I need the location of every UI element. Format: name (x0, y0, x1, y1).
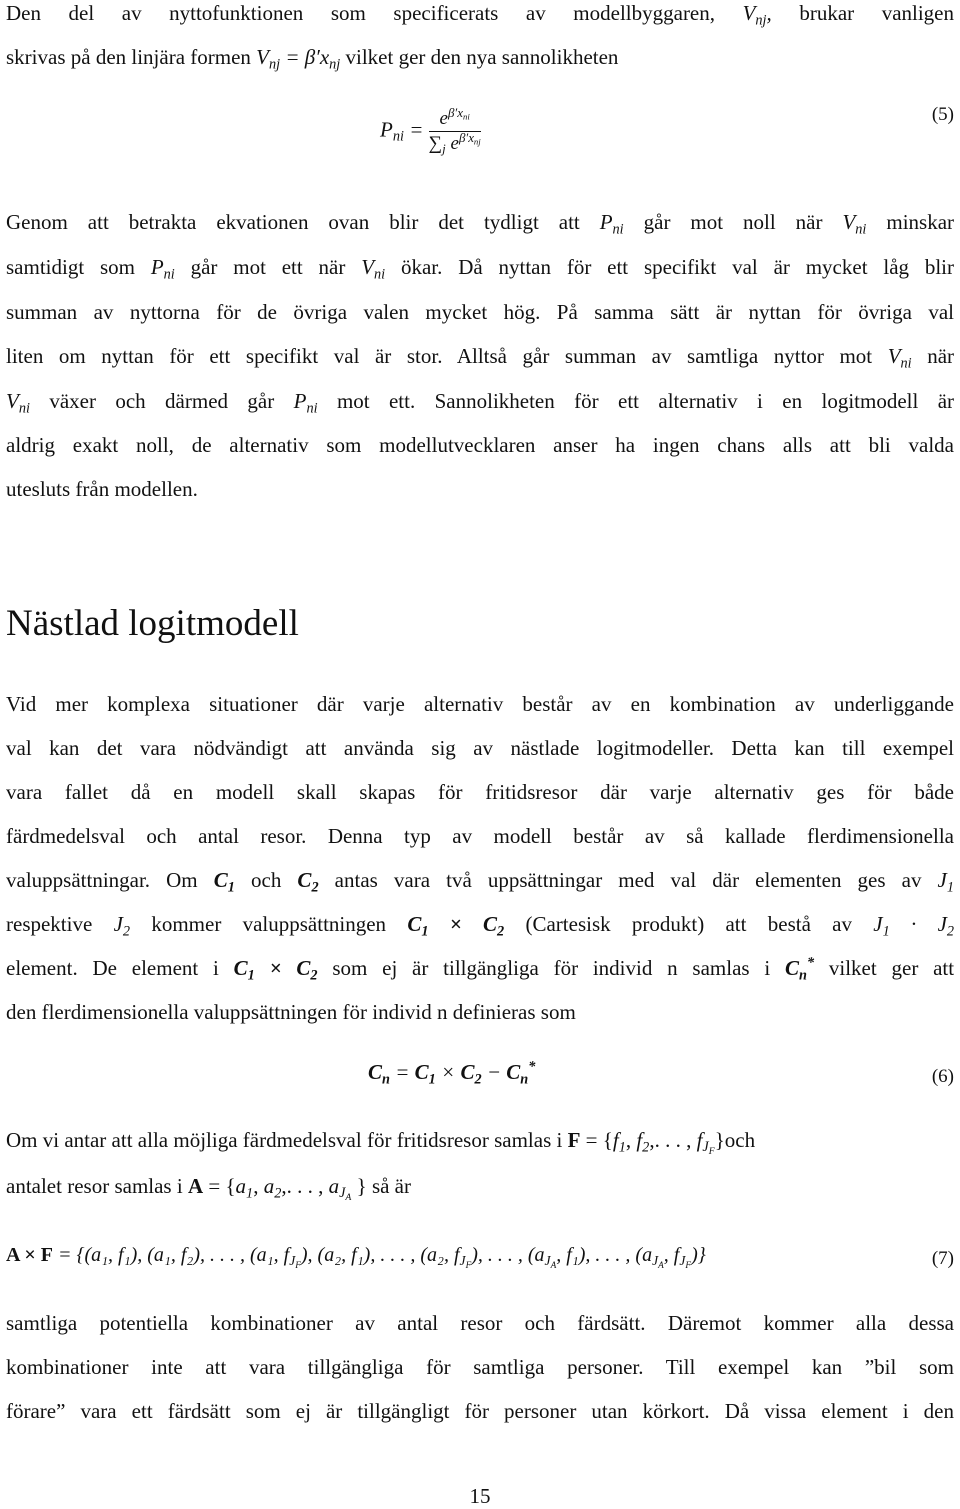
para5-line2: kombinationer inte att vara tillgängliga för samtliga personer. Till exempel kan ”bil som (6, 1355, 954, 1379)
para5-line1: samtliga potentiella kombinationer av antal resor och färdsätt. Däremot kommer alla dessa (6, 1311, 954, 1335)
para3-line2: val kan det vara nödvändigt att använda sig av nästlade logitmodeller. Detta kan till exempel (6, 736, 954, 760)
equation-7: A × F = {(a₁, f₁), (a₁, f₂), . . . , (a₁, $f_{J_F}$), (a₂, f₁), . . . , (a₂, $f_{J_F}$), . . . , ($a_{J_A}$, f₁), . . . , ($a_{J_A}$, $f_{J_F}$)} (6, 1244, 706, 1270)
para3-line6: respektive $J_2$ kommer valuppsättningen $C_1 \times C_2$ (Cartesisk produkt) att bestå av $J_1 \cdot J_2$ (6, 912, 955, 940)
para5-line3: förare” vara ett färdsätt som ej är tillgängligt för personer utan körkort. Då vissa element i den (6, 1399, 954, 1423)
para2-line4: liten om nyttan för ett specifikt val är stor. Alltså går summan av samtliga nyttor mot $V_{ni}$ när (6, 344, 955, 372)
para4-line2: antalet resor samlas i $A = \{a_1$, $a_2$,. . . , $a_{J_A}$ } så är (6, 1174, 411, 1204)
para2-line3: summan av nyttorna för de övriga valen mycket hög. På samma sätt är nyttan för övriga val (6, 300, 954, 324)
text: Den del av nyttofunktionen som specificerats av modellbyggaren, (6, 1, 716, 25)
para2-line1: Genom att betrakta ekvationen ovan blir det tydligt att $P_{ni}$ går mot noll när $V_{ni}$ minskar (6, 210, 955, 238)
para3-line7: element. De element i $C_1 \times C_2$ som ej är tillgängliga för individ n samlas i $C_n^*$ vilket ger att (6, 955, 955, 984)
math-linear-form: $V_{nj} = \beta'x_{nj}$ (256, 45, 341, 73)
equation-number-6: (6) (931, 1066, 954, 1087)
fraction: $\frac{e^{\beta'x_{ni}}}{\sum_j e^{\beta'x_{nj}}}$ (428, 104, 481, 156)
math-v-nj: $V_{nj}$, (742, 1, 772, 29)
para3-line4: färdmedelsval och antal resor. Denna typ av modell består av så kallade flerdimensionella (6, 824, 954, 848)
para1-line1 (6, 0, 954, 35)
equation-number-5: (5) (931, 104, 954, 125)
para3-line1: Vid mer komplexa situationer där varje alternativ består av en kombination av underliggande (6, 692, 954, 716)
text: brukar vanligen (799, 1, 955, 25)
section-heading: Nästlad logitmodell (6, 603, 299, 644)
para2-line5: $V_{ni}$ växer och därmed går $P_{ni}$ mot ett. Sannolikheten för ett alternativ i en logitmodell är (6, 389, 955, 417)
page-number: 15 (469, 1484, 491, 1508)
para1-line2 (6, 35, 954, 79)
para3-line8: den flerdimensionella valuppsättningen för individ n definieras som (6, 1000, 576, 1024)
para2-line6: aldrig exakt noll, de alternativ som modellutvecklaren anser ha ingen chans alls att bli valda (6, 433, 954, 457)
text: vilket ger den nya sannolikheten (345, 45, 619, 69)
equation-number-7: (7) (931, 1248, 954, 1269)
para2-line7: utesluts från modellen. (6, 477, 198, 501)
para4-line1: Om vi antar att alla möjliga färdmedelsval för fritidsresor samlas i $F = \{f_1$, $f_2$,. . . , $f_{J_F}\}och$ (6, 1128, 756, 1158)
equation-5: $P_{ni}$ = $\frac{e^{\beta'x_{ni}}}{\sum_j e^{\beta'x_{nj}}}$ (380, 104, 481, 156)
para2-line2: samtidigt som $P_{ni}$ går mot ett när $V_{ni}$ ökar. Då nyttan för ett specifikt val är mycket låg blir (6, 255, 954, 283)
para3-line5: valuppsättningar. Om $C_1$ och $C_2$ antas vara två uppsättningar med val där elementen ges av $J_1$ (6, 868, 955, 896)
equation-6: $C_n = C_1 \times C_2 - C_n^*$ (368, 1059, 536, 1088)
para3-line3: vara fallet då en modell skall skapas för fritidsresor där varje alternativ ges för både (6, 780, 954, 804)
text: skrivas på den linjära formen (6, 45, 251, 69)
